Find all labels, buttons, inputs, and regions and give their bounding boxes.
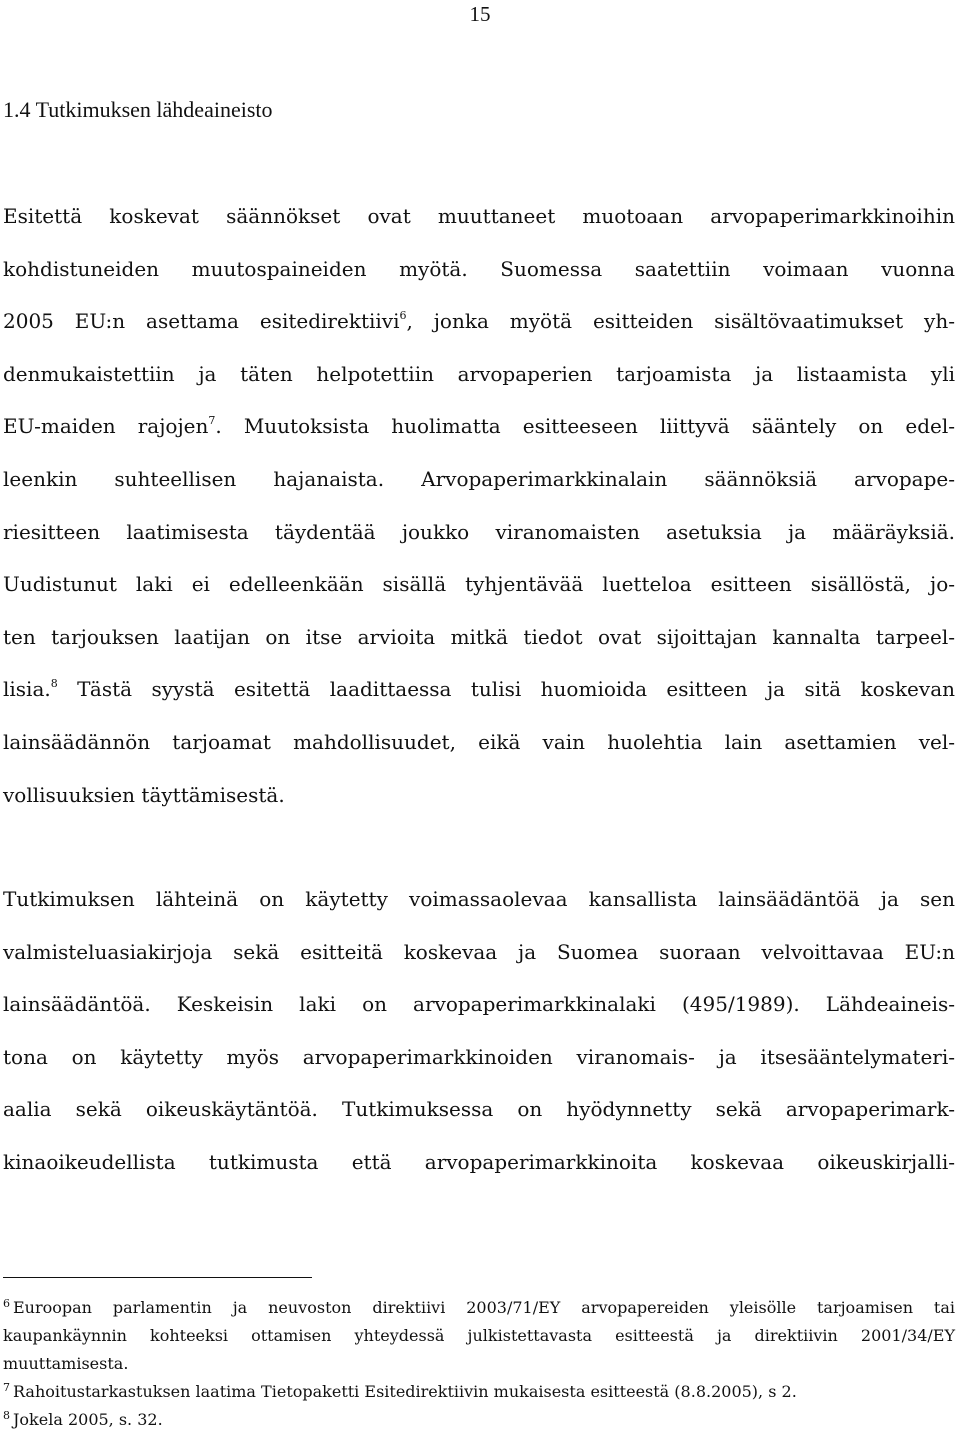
text-line: Uudistunut laki ei edelleenkään sisällä tyhjentävää luetteloa esitteen sisällöstä, jo- <box>3 572 955 597</box>
text-line: aalia sekä oikeuskäytäntöä. Tutkimuksessa on hyödynnetty sekä arvopaperimark- <box>3 1097 955 1122</box>
text-line: denmukaistettiin ja täten helpotettiin arvopaperien tarjoamista ja listaamista yli <box>3 361 955 386</box>
footnote-text: Rahoitustarkastuksen laatima Tietopaketti Esitedirektiivin mukaisesta esitteestä (8.8.2005), s 2. <box>13 1382 797 1401</box>
text-span: Tästä syystä esitettä laadittaessa tulisi huomioida esitteen ja sitä koskevan <box>57 677 955 702</box>
text-line: lainsäädäntöä. Keskeisin laki on arvopaperimarkkinalaki (495/1989). Lähdeaineis- <box>3 992 955 1017</box>
footnote-mark: 7 <box>3 1381 10 1394</box>
section-heading: 1.4 Tutkimuksen lähdeaineisto <box>3 97 273 122</box>
text-line <box>3 663 955 716</box>
body-paragraph-2 <box>3 873 955 1189</box>
footnote-mark: 6 <box>3 1297 10 1310</box>
footnote-7 <box>3 1378 955 1406</box>
text-line: lainsäädännön tarjoamat mahdollisuudet, eikä vain huolehtia lain asettamien vel- <box>3 729 955 754</box>
text-line: kinaoikeudellista tutkimusta että arvopaperimarkkinoita koskevaa oikeuskirjalli- <box>3 1149 955 1174</box>
text-line: kohdistuneiden muutospaineiden myötä. Suomessa saatettiin voimaan vuonna <box>3 256 955 281</box>
footnote-ref-6[interactable]: 6 <box>399 309 407 323</box>
text-line: ten tarjouksen laatijan on itse arvioita mitkä tiedot ovat sijoittajan kannalta tarpeel- <box>3 624 955 649</box>
footnote-line: kaupankäynnin kohteeksi ottamisen yhteydessä julkistettavasta esitteestä ja direktiivin 2001/34/EY <box>3 1326 955 1345</box>
footnote-separator <box>3 1277 312 1278</box>
footnote-line <box>3 1378 955 1406</box>
footnotes <box>3 1294 955 1434</box>
text-line: riesitteen laatimisesta täydentää joukko viranomaisten asetuksia ja määräyksiä. <box>3 519 955 544</box>
text-line: leenkin suhteellisen hajanaista. Arvopaperimarkkinalain säännöksiä arvopape- <box>3 466 955 491</box>
text-line: valmisteluasiakirjoja sekä esitteitä koskevaa ja Suomea suoraan velvoittavaa EU:n <box>3 939 955 964</box>
footnote-text: Euroopan parlamentin ja neuvoston direktiivi 2003/71/EY arvopapereiden yleisölle tarjoamisen tai <box>13 1298 955 1317</box>
text-line: Tutkimuksen lähteinä on käytetty voimassaolevaa kansallista lainsäädäntöä ja sen <box>3 887 955 911</box>
text-line <box>3 400 955 453</box>
page-number: 15 <box>469 2 491 26</box>
footnote-ref-7[interactable]: 7 <box>208 414 216 428</box>
body-paragraph-1 <box>3 190 955 821</box>
footnote-line: muuttamisesta. <box>3 1354 129 1373</box>
footnote-8 <box>3 1406 955 1434</box>
text-line <box>3 295 955 348</box>
footnote-ref-8[interactable]: 8 <box>50 677 58 691</box>
footnote-6 <box>3 1294 955 1378</box>
footnote-line <box>3 1294 955 1322</box>
text-span: EU-maiden rajojen <box>3 414 209 439</box>
text-line: tona on käytetty myös arvopaperimarkkinoiden viranomais- ja itsesääntelymateri- <box>3 1044 955 1069</box>
text-line: vollisuuksien täyttämisestä. <box>3 782 285 807</box>
footnote-mark: 8 <box>3 1409 10 1422</box>
text-span: lisia. <box>3 677 51 702</box>
footnote-text: Jokela 2005, s. 32. <box>13 1410 163 1429</box>
text-span: , jonka myötä esitteiden sisältövaatimukset yh- <box>406 309 955 334</box>
text-span: . Muutoksista huolimatta esitteeseen liittyvä sääntely on edel- <box>215 414 955 439</box>
footnote-line <box>3 1406 955 1434</box>
text-span: 2005 EU:n asettama esitedirektiivi <box>3 309 400 334</box>
text-line: Esitettä koskevat säännökset ovat muuttaneet muotoaan arvopaperimarkkinoihin <box>3 204 955 228</box>
